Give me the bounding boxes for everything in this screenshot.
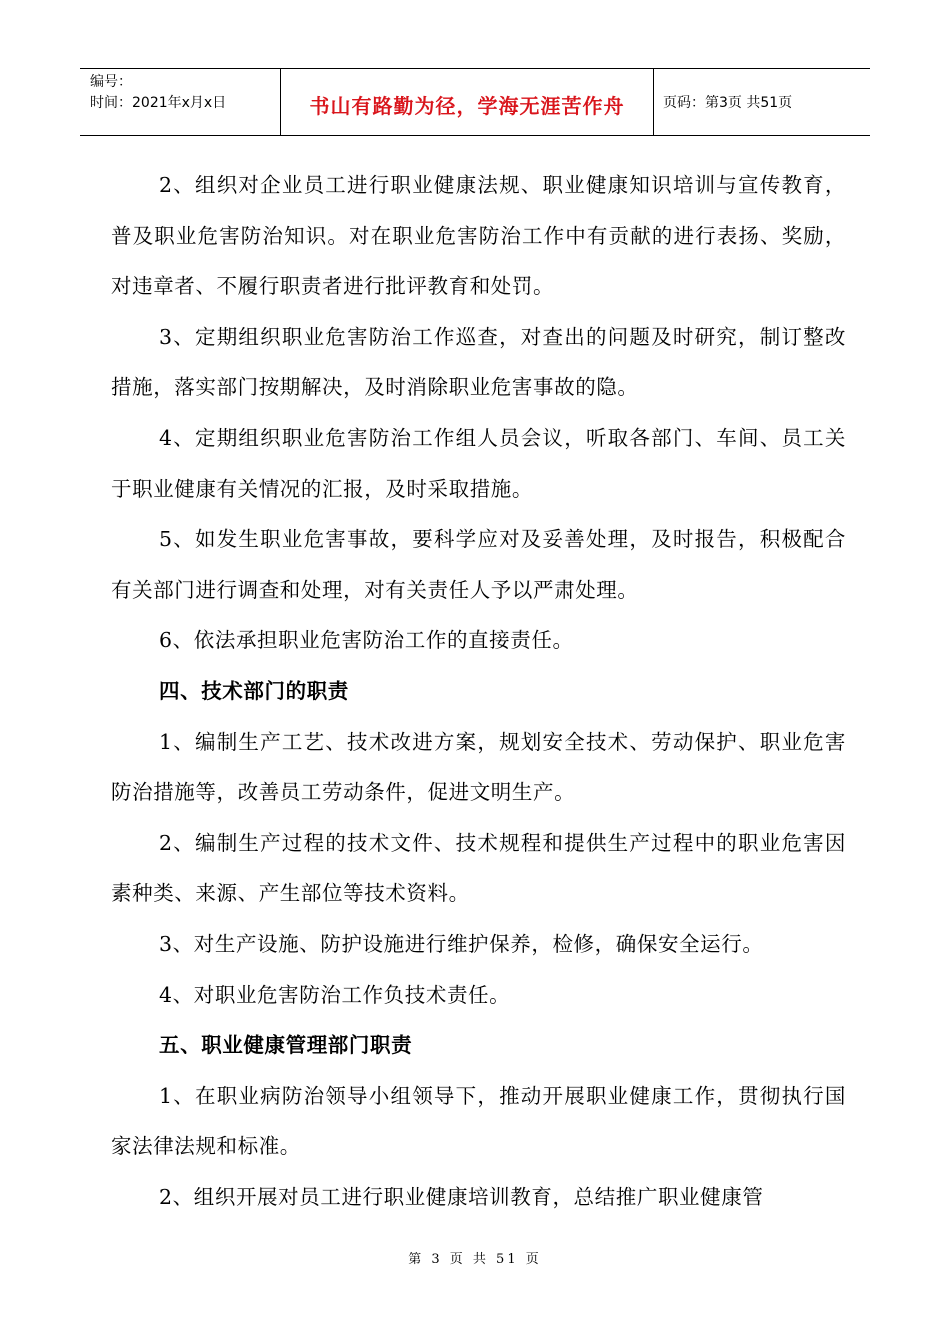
- paragraph: 4、对职业危害防治工作负技术责任。: [159, 982, 511, 1007]
- paragraph: 6、依法承担职业危害防治工作的直接责任。: [159, 628, 574, 653]
- document-body: [111, 160, 846, 1222]
- document-date-label: 时间：2021年x月x日: [90, 95, 227, 111]
- section-heading: 五、职业健康管理部门职责: [159, 1033, 413, 1058]
- paragraph: 1、编制生产工艺、技术改进方案，规划安全技术、劳动保护、职业危害防治措施等，改善员工劳动条件，促进文明生产。: [111, 729, 846, 805]
- page-header: [80, 68, 870, 136]
- page-footer: 第 3 页 共 51 页: [408, 1252, 542, 1267]
- header-info-cell: [80, 69, 281, 135]
- paragraph: 2、组织开展对员工进行职业健康培训教育，总结推广职业健康管: [159, 1184, 764, 1209]
- paragraph: 1、在职业病防治领导小组领导下，推动开展职业健康工作，贯彻执行国家法律法规和标准。: [111, 1083, 846, 1159]
- paragraph: 3、对生产设施、防护设施进行维护保养，检修，确保安全运行。: [159, 931, 764, 956]
- section-heading: 四、技术部门的职责: [159, 678, 349, 703]
- header-motto: 书山有路勤为径，学海无涯苦作舟: [281, 69, 654, 135]
- header-page-code: 页码：第3页 共51页: [663, 95, 793, 111]
- paragraph: 5、如发生职业危害事故，要科学应对及妥善处理，及时报告，积极配合有关部门进行调查和处理，对有关责任人予以严肃处理。: [111, 527, 846, 602]
- paragraph: 2、编制生产过程的技术文件、技术规程和提供生产过程中的职业危害因素种类、来源、产生部位等技术资料。: [111, 830, 846, 906]
- document-number-label: 编号：: [90, 74, 132, 90]
- paragraph: 3、定期组织职业危害防治工作巡查，对查出的问题及时研究，制订整改措施，落实部门按期解决，及时消除职业危害事故的隐。: [111, 324, 846, 400]
- paragraph: 4、定期组织职业危害防治工作组人员会议，听取各部门、车间、员工关于职业健康有关情况的汇报，及时采取措施。: [111, 425, 846, 501]
- paragraph: 2、组织对企业员工进行职业健康法规、职业健康知识培训与宣传教育，普及职业危害防治知识。对在职业危害防治工作中有贡献的进行表扬、奖励，对违章者、不履行职责者进行批评教育和处罚。: [111, 173, 846, 299]
